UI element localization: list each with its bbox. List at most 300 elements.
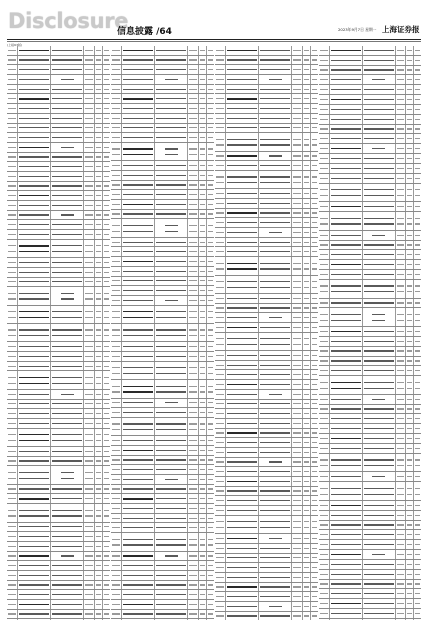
table-cell	[292, 209, 303, 218]
cell-text	[372, 554, 385, 555]
cell-text	[227, 165, 257, 166]
cell-text	[104, 403, 109, 404]
cell-text	[320, 244, 328, 245]
cell-text	[123, 261, 153, 262]
cell-text	[189, 412, 197, 413]
table-row	[111, 277, 214, 287]
table-row	[215, 602, 318, 612]
cell-text	[331, 382, 361, 383]
cell-text	[216, 144, 224, 145]
table-cell	[406, 134, 414, 143]
table-cell	[363, 250, 396, 259]
cell-text	[397, 50, 405, 51]
cell-text	[415, 408, 420, 409]
cell-text	[19, 413, 49, 414]
cell-text	[104, 546, 109, 547]
cell-text	[85, 515, 93, 516]
cell-text	[85, 185, 93, 186]
table-row	[111, 523, 214, 533]
cell-text	[156, 346, 186, 347]
cell-text	[208, 479, 213, 480]
cell-text	[104, 356, 109, 357]
cell-text	[227, 59, 257, 60]
table-cell	[226, 506, 259, 515]
cell-text	[216, 193, 224, 194]
cell-text	[331, 370, 361, 371]
table-row	[215, 592, 318, 602]
table-cell	[259, 124, 292, 133]
table-cell	[51, 94, 84, 103]
cell-text	[208, 584, 213, 585]
table-row	[7, 400, 110, 410]
table-cell	[226, 458, 259, 467]
table-cell	[7, 352, 18, 361]
cell-text	[85, 335, 93, 336]
table-cell	[207, 181, 214, 190]
table-cell	[215, 161, 226, 170]
table-cell	[396, 105, 407, 114]
table-cell	[406, 454, 414, 472]
cell-text	[19, 69, 49, 70]
table-cell	[363, 134, 396, 143]
cell-text	[156, 213, 186, 214]
table-cell	[303, 94, 311, 103]
table-cell	[188, 552, 199, 561]
table-cell	[199, 533, 207, 550]
table-cell	[103, 419, 110, 428]
cell-text	[407, 291, 412, 292]
cell-text	[320, 494, 328, 495]
table-cell	[396, 347, 407, 356]
table-cell	[259, 313, 292, 322]
table-cell	[396, 46, 407, 55]
cell-text	[331, 488, 361, 489]
cell-text	[415, 60, 420, 61]
cell-text	[260, 344, 290, 345]
table-cell	[122, 581, 155, 590]
table-cell	[226, 477, 259, 486]
cell-text	[85, 403, 93, 404]
cell-text	[208, 148, 213, 149]
table-cell	[103, 485, 110, 494]
cell-text	[260, 577, 290, 578]
cell-text	[19, 575, 49, 576]
cell-text	[304, 139, 309, 140]
table-cell	[259, 56, 292, 65]
cell-text	[19, 79, 49, 80]
table-cell	[226, 612, 259, 620]
cell-text	[304, 432, 309, 433]
table-cell	[215, 238, 226, 247]
cell-text	[156, 459, 186, 460]
table-cell	[319, 530, 330, 539]
table-cell	[292, 152, 303, 161]
table-cell	[199, 171, 207, 180]
cell-text	[189, 231, 197, 232]
cell-text	[208, 175, 213, 176]
cell-text	[52, 108, 82, 109]
cell-text	[260, 384, 290, 385]
cell-text	[293, 461, 301, 462]
cell-text	[304, 89, 309, 90]
cell-text	[123, 423, 153, 424]
table-cell	[199, 324, 207, 341]
cell-text	[96, 108, 101, 109]
cell-text	[320, 158, 328, 159]
cell-text	[156, 367, 186, 368]
table-row	[7, 561, 110, 571]
cell-text	[227, 413, 257, 414]
table-row	[7, 342, 110, 352]
table-cell	[292, 612, 303, 620]
cell-text	[156, 594, 186, 595]
table-cell	[51, 485, 84, 494]
cell-text	[415, 302, 420, 303]
table-cell	[7, 258, 18, 267]
cell-text	[208, 127, 213, 128]
cell-text	[260, 222, 290, 223]
header-rule-thin	[7, 41, 421, 42]
cell-text	[123, 479, 153, 480]
cell-text	[331, 408, 361, 409]
table-cell	[363, 231, 396, 240]
table-cell	[188, 247, 199, 256]
table-cell	[303, 56, 311, 65]
cell-text	[260, 615, 290, 616]
cell-text	[123, 280, 153, 281]
cell-text	[200, 402, 205, 403]
table-cell	[84, 124, 95, 133]
table-cell	[292, 496, 303, 505]
table-cell	[207, 475, 214, 484]
table-cell	[207, 408, 214, 417]
table-cell	[103, 230, 110, 239]
cell-text	[156, 391, 186, 392]
cell-text	[189, 154, 197, 155]
cell-text	[189, 544, 197, 545]
cell-text	[331, 418, 361, 419]
cell-text	[312, 338, 317, 339]
table-cell	[103, 172, 110, 181]
table-cell	[414, 376, 421, 394]
table-cell	[122, 342, 155, 351]
cell-text	[304, 50, 309, 51]
cell-text	[96, 89, 101, 90]
table-cell	[292, 380, 303, 389]
cell-text	[104, 515, 109, 516]
table-cell	[226, 152, 259, 161]
cell-text	[200, 175, 205, 176]
cell-text	[312, 89, 317, 90]
cell-text	[123, 165, 153, 166]
table-cell	[18, 561, 51, 570]
cell-text	[112, 194, 120, 195]
table-cell	[215, 65, 226, 74]
cell-text	[312, 413, 317, 414]
cell-text	[397, 285, 405, 286]
table-cell	[122, 277, 155, 286]
table-cell	[111, 46, 122, 55]
table-cell	[7, 581, 18, 590]
cell-text	[8, 383, 16, 384]
cell-text	[112, 329, 120, 330]
cell-text	[397, 291, 405, 292]
cell-text	[304, 118, 309, 119]
cell-text	[415, 89, 420, 90]
table-cell	[122, 238, 155, 247]
cell-text	[260, 144, 290, 145]
table-cell	[111, 581, 122, 590]
cell-text	[304, 374, 309, 375]
table-cell	[111, 200, 122, 209]
table-cell	[303, 487, 311, 496]
table-cell	[330, 434, 363, 443]
table-cell	[199, 94, 207, 103]
cell-text	[320, 382, 328, 383]
cell-text	[208, 98, 213, 99]
table-cell	[18, 306, 51, 323]
table-cell	[259, 516, 292, 533]
table-cell	[319, 376, 330, 394]
table-cell	[84, 85, 95, 94]
table-cell	[103, 191, 110, 200]
cell-text	[304, 98, 309, 99]
table-cell	[122, 133, 155, 142]
table-row	[319, 260, 421, 270]
cell-text	[52, 166, 82, 167]
table-cell	[207, 552, 214, 561]
cell-text	[312, 500, 317, 501]
table-row	[215, 104, 318, 114]
table-cell	[363, 444, 396, 453]
table-cell	[406, 560, 414, 569]
table-row	[111, 514, 214, 524]
table-cell	[363, 414, 396, 423]
cell-text	[216, 374, 224, 375]
table-cell	[155, 200, 188, 209]
table-cell	[215, 516, 226, 533]
cell-text	[293, 263, 301, 264]
table-cell	[84, 46, 95, 55]
table-cell	[95, 352, 103, 361]
cell-text	[407, 341, 412, 342]
cell-text	[8, 594, 16, 595]
table-cell	[103, 324, 110, 341]
cell-text	[397, 488, 405, 489]
cell-text	[364, 285, 394, 286]
table-cell	[226, 390, 259, 399]
table-cell	[18, 494, 51, 503]
cell-text	[19, 224, 49, 225]
cell-text	[397, 534, 405, 535]
table-row	[111, 446, 214, 456]
cell-text	[189, 488, 197, 489]
table-cell	[155, 581, 188, 590]
table-column-2	[111, 46, 214, 620]
cell-text	[189, 440, 197, 441]
table-cell	[155, 523, 188, 532]
table-cell	[226, 247, 259, 256]
cell-text	[293, 79, 301, 80]
table-cell	[292, 238, 303, 247]
cell-text	[104, 89, 109, 90]
cell-text	[407, 488, 412, 489]
table-cell	[122, 494, 155, 503]
table-cell	[396, 550, 407, 559]
cell-text	[216, 510, 224, 511]
table-cell	[311, 56, 318, 65]
cell-text	[19, 335, 49, 336]
table-cell	[406, 154, 414, 163]
table-cell	[84, 94, 95, 103]
cell-text	[104, 526, 109, 527]
cell-text	[123, 194, 153, 195]
cell-text	[123, 604, 153, 605]
table-row	[319, 154, 421, 164]
table-cell	[292, 409, 303, 418]
table-cell	[95, 485, 103, 494]
table-cell	[7, 56, 18, 65]
table-cell	[215, 257, 226, 274]
table-cell	[396, 560, 407, 569]
table-row	[215, 544, 318, 554]
cell-text	[8, 185, 16, 186]
cell-text	[104, 50, 109, 51]
table-cell	[51, 457, 84, 466]
cell-text	[208, 356, 213, 357]
table-cell	[84, 542, 95, 551]
cell-text	[304, 355, 309, 356]
table-cell	[414, 357, 421, 366]
table-cell	[111, 475, 122, 484]
cell-text	[397, 320, 405, 321]
cell-text	[260, 127, 290, 128]
table-cell	[292, 65, 303, 74]
table-cell	[18, 94, 51, 103]
cell-text	[304, 481, 309, 482]
cell-text	[208, 555, 213, 556]
cell-text	[312, 481, 317, 482]
table-cell	[188, 238, 199, 247]
cell-text	[8, 366, 16, 367]
table-cell	[303, 419, 311, 428]
table-cell	[292, 294, 303, 303]
cell-text	[200, 271, 205, 272]
cell-text	[19, 515, 49, 516]
table-cell	[396, 472, 407, 481]
cell-text	[96, 205, 101, 206]
cell-text	[208, 184, 213, 185]
table-cell	[292, 104, 303, 113]
table-cell	[84, 419, 95, 428]
brand-title: Disclosure	[8, 9, 129, 33]
table-cell	[199, 238, 207, 247]
table-cell	[215, 448, 226, 457]
table-row	[7, 390, 110, 400]
table-cell	[111, 342, 122, 351]
cell-text	[312, 538, 317, 539]
cell-text	[85, 478, 93, 479]
table-cell	[330, 347, 363, 356]
table-row	[111, 286, 214, 296]
cell-text	[312, 165, 317, 166]
cell-text	[156, 335, 186, 336]
cell-text	[260, 307, 290, 308]
cell-text	[260, 193, 290, 194]
table-row	[319, 560, 421, 570]
cell-text	[200, 165, 205, 166]
cell-text	[227, 222, 257, 223]
table-cell	[319, 550, 330, 559]
table-cell	[319, 424, 330, 433]
table-row	[111, 161, 214, 171]
table-cell	[18, 268, 51, 277]
cell-text	[397, 524, 405, 525]
table-row	[7, 419, 110, 429]
table-cell	[188, 114, 199, 123]
newspaper-name: 上海证券报	[382, 25, 420, 34]
table-cell	[215, 554, 226, 563]
table-cell	[259, 75, 292, 84]
table-cell	[259, 563, 292, 572]
cell-text	[227, 155, 257, 156]
table-cell	[363, 405, 396, 414]
table-cell	[406, 405, 414, 414]
table-cell	[51, 400, 84, 409]
table-cell	[311, 75, 318, 84]
table-cell	[207, 436, 214, 445]
cell-text	[293, 500, 301, 501]
cell-text	[96, 565, 101, 566]
cell-text	[85, 59, 93, 60]
cell-text	[331, 285, 361, 286]
cell-text	[312, 155, 317, 156]
cell-text	[200, 459, 205, 460]
table-cell	[155, 600, 188, 609]
table-cell	[7, 390, 18, 399]
cell-text	[104, 69, 109, 70]
table-cell	[84, 201, 95, 210]
cell-text	[407, 465, 412, 466]
table-cell	[95, 542, 103, 551]
cell-text	[123, 498, 153, 499]
cell-text	[123, 508, 153, 509]
table-row	[215, 46, 318, 56]
table-cell	[155, 571, 188, 580]
table-cell	[319, 95, 330, 104]
cell-text	[372, 320, 385, 321]
table-cell	[363, 609, 396, 618]
table-cell	[103, 114, 110, 123]
cell-text	[407, 89, 412, 90]
table-cell	[7, 172, 18, 181]
cell-text	[96, 118, 101, 119]
table-cell	[406, 184, 414, 202]
cell-text	[331, 235, 361, 236]
cell-text	[208, 225, 213, 226]
table-cell	[18, 342, 51, 351]
cell-text	[260, 268, 290, 269]
table-cell	[319, 270, 330, 279]
cell-text	[156, 50, 186, 51]
table-cell	[103, 211, 110, 220]
cell-text	[8, 214, 16, 215]
table-cell	[103, 220, 110, 229]
table-row	[215, 467, 318, 477]
cell-text	[85, 234, 93, 235]
table-cell	[207, 485, 214, 494]
cell-text	[52, 510, 82, 511]
